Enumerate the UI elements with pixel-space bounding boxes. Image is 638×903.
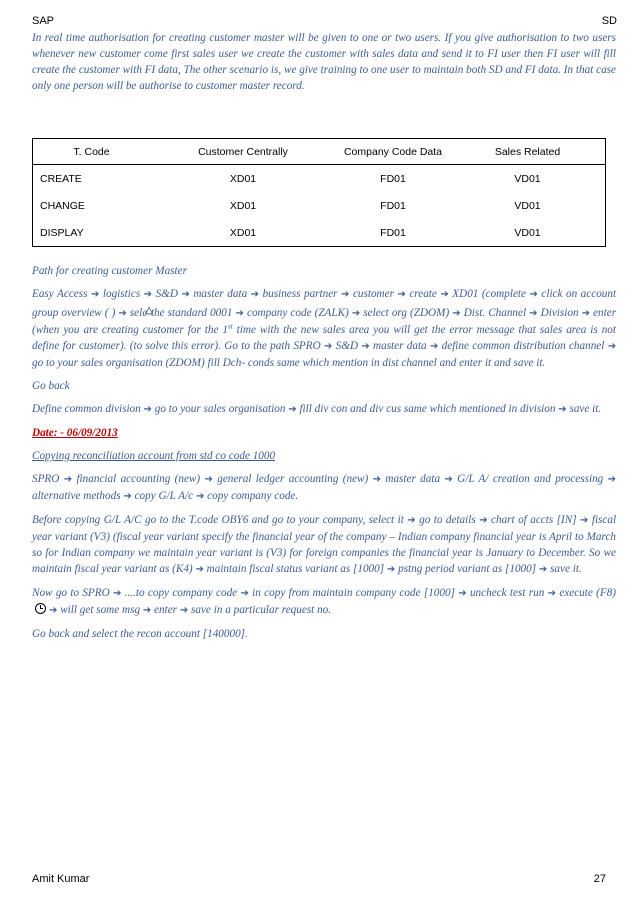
table-header: T. Code [33, 139, 151, 165]
right-arrow-icon: ➔ [181, 289, 190, 300]
path-step: alternative methods [32, 490, 121, 502]
right-arrow-icon: ➔ [123, 491, 132, 502]
go-back-line: Go back [32, 380, 70, 392]
path-step: company code (ZALK) [246, 307, 349, 319]
path-step: Before copying G/L A/C go to the T.code OBY6 and go to your company, select it [32, 514, 404, 526]
right-arrow-icon: ➔ [351, 308, 361, 319]
path-step: define common distribution channel [441, 340, 605, 352]
path-step: master data [193, 288, 248, 300]
right-arrow-icon: ➔ [49, 605, 58, 616]
path-step: sele [129, 307, 148, 319]
superscript: st [228, 322, 233, 331]
path-step: go to your sales organisation (ZDOM) fill Dch- conds same which mention in dist channel and enter it and save it. [32, 357, 546, 369]
path-step: Now go to SPRO [32, 587, 110, 599]
table-header-row [33, 139, 606, 165]
path-step: create [409, 288, 437, 300]
right-arrow-icon: ➔ [288, 404, 297, 415]
table-row [33, 165, 606, 193]
path-step: XD01 (complete [452, 288, 526, 300]
right-arrow-icon: ➔ [118, 308, 127, 319]
right-arrow-icon: ➔ [143, 289, 153, 300]
right-arrow-icon: ➔ [452, 308, 461, 319]
table-cell: XD01 [229, 199, 257, 212]
path-step: save it. [569, 403, 602, 415]
last-line: Go back and select the recon account [140000]. [32, 628, 248, 640]
footer-author: Amit Kumar [32, 873, 90, 885]
right-arrow-icon: ➔ [113, 588, 122, 599]
right-arrow-icon: ➔ [440, 289, 449, 300]
path-step: customer [352, 288, 394, 300]
path-step: fill div con and div cus same which mentioned in division [299, 403, 556, 415]
path-step: fiscal year variant (V3) (fiscal year variant specify the financial year of the company – Indian company financial year is April to March so for Indian company we maintain year variant is (V3) for foreign companies the financial year is January to December. So we maintain fiscal year variant as (K4) [32, 514, 617, 575]
right-arrow-icon: ➔ [547, 588, 556, 599]
intro-block [32, 30, 616, 94]
path-title-text: Path for creating customer Master [32, 265, 187, 277]
right-arrow-icon: ➔ [372, 474, 381, 485]
right-arrow-icon: ➔ [323, 341, 333, 352]
right-arrow-icon: ➔ [607, 474, 617, 485]
table-cell: FD01 [380, 199, 406, 212]
path-step: master data [385, 473, 441, 485]
right-arrow-icon: ➔ [607, 341, 617, 352]
before-paragraph [32, 512, 616, 578]
right-arrow-icon: ➔ [195, 491, 205, 502]
path-step: execute (F8) [559, 587, 617, 599]
clock-icon [35, 603, 46, 614]
table-cell: DISPLAY [40, 226, 84, 239]
table-cell: XD01 [229, 172, 257, 185]
path-step: save in a particular request no. [191, 604, 332, 616]
right-arrow-icon: ➔ [250, 289, 260, 300]
right-arrow-icon: ➔ [458, 588, 467, 599]
table-cell: VD01 [514, 226, 541, 239]
page-number: 27 [593, 873, 606, 885]
path-step: Dist. Channel [463, 307, 527, 319]
table-cell: FD01 [380, 226, 406, 239]
table-header: Company Code Data [336, 139, 450, 165]
path-step: ....to copy company code [124, 587, 238, 599]
right-arrow-icon: ➔ [204, 474, 213, 485]
table-cell: XD01 [229, 226, 257, 239]
cursor-icon: △ [145, 305, 153, 316]
right-arrow-icon: ➔ [361, 341, 370, 352]
tcode-table [32, 138, 606, 247]
right-arrow-icon: ➔ [240, 588, 249, 599]
path-step: go to details [419, 514, 476, 526]
path-step: enter (when you are creating customer for the 1 [32, 307, 617, 336]
table-cell: CREATE [40, 172, 82, 185]
table-cell: VD01 [514, 172, 541, 185]
spro-paragraph [32, 471, 616, 505]
table-cell: CHANGE [40, 199, 85, 212]
path-step: S&D [155, 288, 178, 300]
path-step: business partner [262, 288, 338, 300]
table-cell: VD01 [514, 199, 541, 212]
right-arrow-icon: ➔ [179, 605, 189, 616]
right-arrow-icon: ➔ [529, 289, 538, 300]
right-arrow-icon: ➔ [142, 605, 152, 616]
path-step: copy G/L A/c [134, 490, 194, 502]
right-arrow-icon: ➔ [529, 308, 538, 319]
right-arrow-icon: ➔ [397, 289, 406, 300]
table-cell: FD01 [380, 172, 406, 185]
copy-title [32, 448, 616, 464]
header-right: SD [601, 15, 617, 27]
path-step: the standard 0001 [150, 307, 233, 319]
right-arrow-icon: ➔ [429, 341, 439, 352]
path-step: master data [373, 340, 427, 352]
right-arrow-icon: ➔ [581, 308, 590, 319]
date-line [32, 425, 616, 441]
path-step: Division [540, 307, 579, 319]
copy-title-text: Copying reconciliation account from std co code 1000 [32, 450, 276, 462]
header-left: SAP [32, 15, 55, 27]
right-arrow-icon: ➔ [538, 564, 548, 575]
path-step: will get some msg [60, 604, 141, 616]
path-step: SPRO [32, 473, 60, 485]
right-arrow-icon: ➔ [195, 564, 204, 575]
path-step: chart of accts [IN] [491, 514, 577, 526]
right-arrow-icon: ➔ [580, 515, 589, 526]
right-arrow-icon: ➔ [235, 308, 244, 319]
right-arrow-icon: ➔ [407, 515, 416, 526]
table-row [33, 192, 606, 219]
path-paragraph [32, 286, 616, 371]
path-step: Easy Access [32, 288, 88, 300]
path-step: go to your sales organisation [154, 403, 286, 415]
table-header: Customer Centrally [150, 139, 336, 165]
path-step: copy company code. [207, 490, 299, 502]
table-header: Sales Related [450, 139, 606, 165]
path-step: pstng period variant as [1000] [398, 563, 537, 575]
right-arrow-icon: ➔ [386, 564, 396, 575]
right-arrow-icon: ➔ [63, 474, 73, 485]
path-step: time with the new sales area you will get the error message that sales area is not define for customer). (to solve this error). Go to the path SPRO [32, 324, 616, 352]
path-step: maintain fiscal status variant as [1000] [206, 563, 385, 575]
path-step: select org (ZDOM) [363, 307, 450, 319]
path-step: financial accounting (new) [76, 473, 201, 485]
path-step: logistics [102, 288, 141, 300]
right-arrow-icon: ➔ [143, 404, 152, 415]
intro-paragraph: In real time authorisation for creating customer master will be given to one or two users. If you give authorisation to two users whenever new customer come first sales user we create the customer with sales data and send it to FI user then FI user will fill create the customer with FI data, The other scenario is, we give training to one user to maintain both SD and FI data. In that case only one person will be authorise to customer master record. [32, 32, 616, 92]
right-arrow-icon: ➔ [479, 515, 488, 526]
path-step: in copy from maintain company code [1000] [252, 587, 455, 599]
table-row [33, 219, 606, 247]
path-step: click on account group overview ( ) [32, 288, 617, 319]
path-step: G/L A/ creation and processing [457, 473, 604, 485]
path-step: uncheck test run [469, 587, 545, 599]
main-content [32, 263, 616, 642]
path-step: enter [154, 604, 178, 616]
right-arrow-icon: ➔ [341, 289, 350, 300]
division-paragraph [32, 401, 616, 418]
right-arrow-icon: ➔ [558, 404, 567, 415]
path-step: S&D [335, 340, 359, 352]
path-step: general ledger accounting (new) [217, 473, 369, 485]
now-paragraph [32, 585, 616, 619]
path-step: save it. [550, 563, 582, 575]
right-arrow-icon: ➔ [90, 289, 100, 300]
date-text: Date: - 06/09/2013 [32, 427, 118, 439]
path-title [32, 263, 616, 279]
right-arrow-icon: ➔ [444, 474, 453, 485]
path-step: Define common division [32, 403, 141, 415]
